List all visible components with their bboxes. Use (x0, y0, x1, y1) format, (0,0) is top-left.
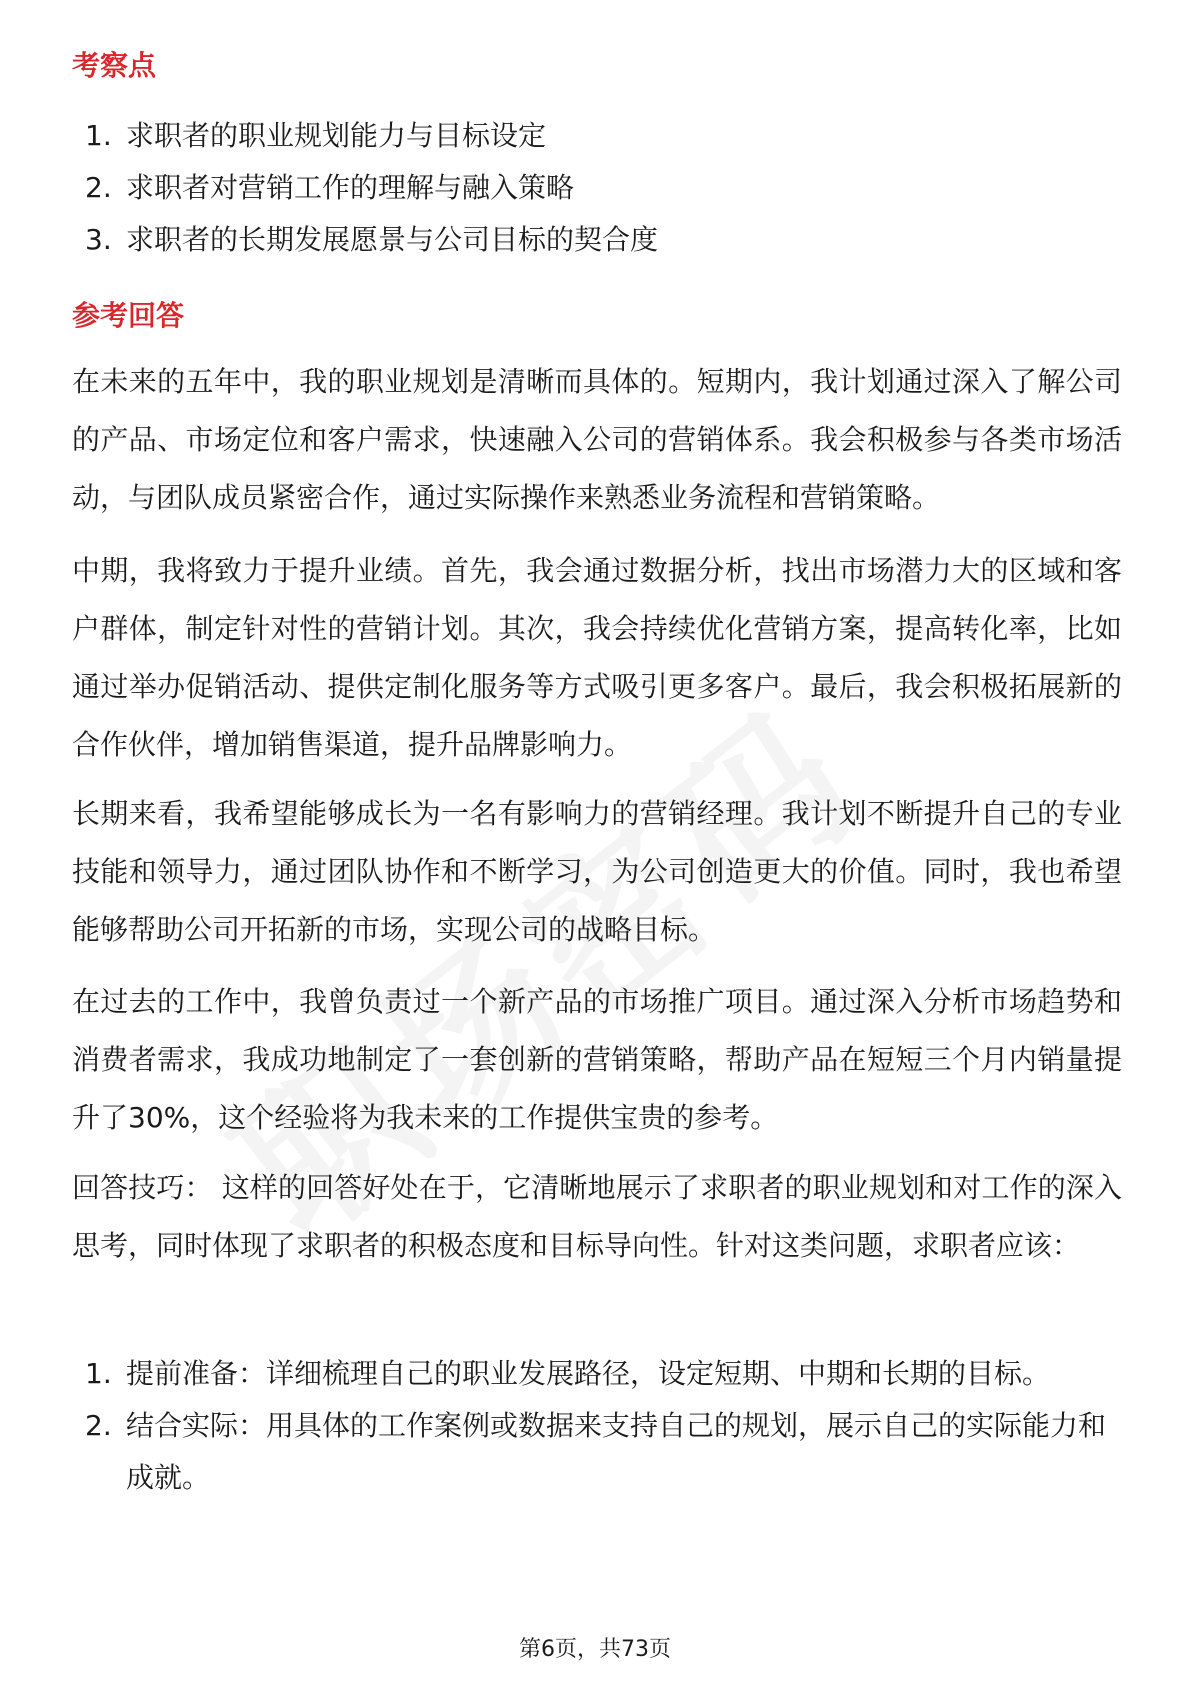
list-item-text: 求职者的长期发展愿景与公司目标的契合度 (126, 223, 659, 256)
list-item-text: 求职者的职业规划能力与目标设定 (126, 119, 547, 152)
list-item-text: 求职者对营销工作的理解与融入策略 (126, 171, 575, 204)
page-number-footer: 第6页，共73页 (519, 1637, 671, 1662)
list-number: 1. (85, 1357, 112, 1390)
list-item (72, 1400, 1122, 1504)
list-number: 2. (85, 1409, 112, 1442)
list-number: 3. (85, 223, 112, 256)
answer-paragraph-mid-term: 中期，我将致力于提升业绩。首先，我会通过数据分析，找出市场潜力大的区域和客户群体，制定针对性的营销计划。其次，我会持续优化营销方案，提高转化率，比如通过举办促销活动、提供定制化服务等方式吸引更多客户。最后，我会积极拓展新的合作伙伴，增加销售渠道，提升品牌影响力。 (72, 554, 1122, 761)
list-item-text: 结合实际：用具体的工作案例或数据来支持自己的规划，展示自己的实际能力和成就。 (126, 1409, 1107, 1494)
list-item (72, 110, 1122, 162)
tips-list (72, 1348, 1122, 1504)
list-number: 1. (85, 119, 112, 152)
list-item (72, 1348, 1122, 1400)
answer-paragraph-long-term: 长期来看，我希望能够成长为一名有影响力的营销经理。我计划不断提升自己的专业技能和领导力，通过团队协作和不断学习，为公司创造更大的价值。同时，我也希望能够帮助公司开拓新的市场，实现公司的战略目标。 (72, 797, 1122, 946)
answer-heading: 参考回答 (72, 299, 185, 332)
answer-paragraph-experience: 在过去的工作中，我曾负责过一个新产品的市场推广项目。通过深入分析市场趋势和消费者需求，我成功地制定了一套创新的营销策略，帮助产品在短短三个月内销量提升了30%，这个经验将为我未来的工作提供宝贵的参考。 (72, 985, 1122, 1134)
list-item-text: 提前准备：详细梳理自己的职业发展路径，设定短期、中期和长期的目标。 (126, 1357, 1051, 1390)
list-item (72, 162, 1122, 214)
focus-list (72, 110, 1122, 266)
answer-tips-paragraph: 回答技巧： 这样的回答好处在于，它清晰地展示了求职者的职业规划和对工作的深入思考，同时体现了求职者的积极态度和目标导向性。针对这类问题，求职者应该： (72, 1171, 1122, 1262)
list-number: 2. (85, 171, 112, 204)
answer-paragraph-short-term: 在未来的五年中，我的职业规划是清晰而具体的。短期内，我计划通过深入了解公司的产品、市场定位和客户需求，快速融入公司的营销体系。我会积极参与各类市场活动，与团队成员紧密合作，通过实际操作来熟悉业务流程和营销策略。 (72, 365, 1122, 514)
list-item (72, 214, 1122, 266)
focus-heading: 考察点 (72, 49, 157, 82)
